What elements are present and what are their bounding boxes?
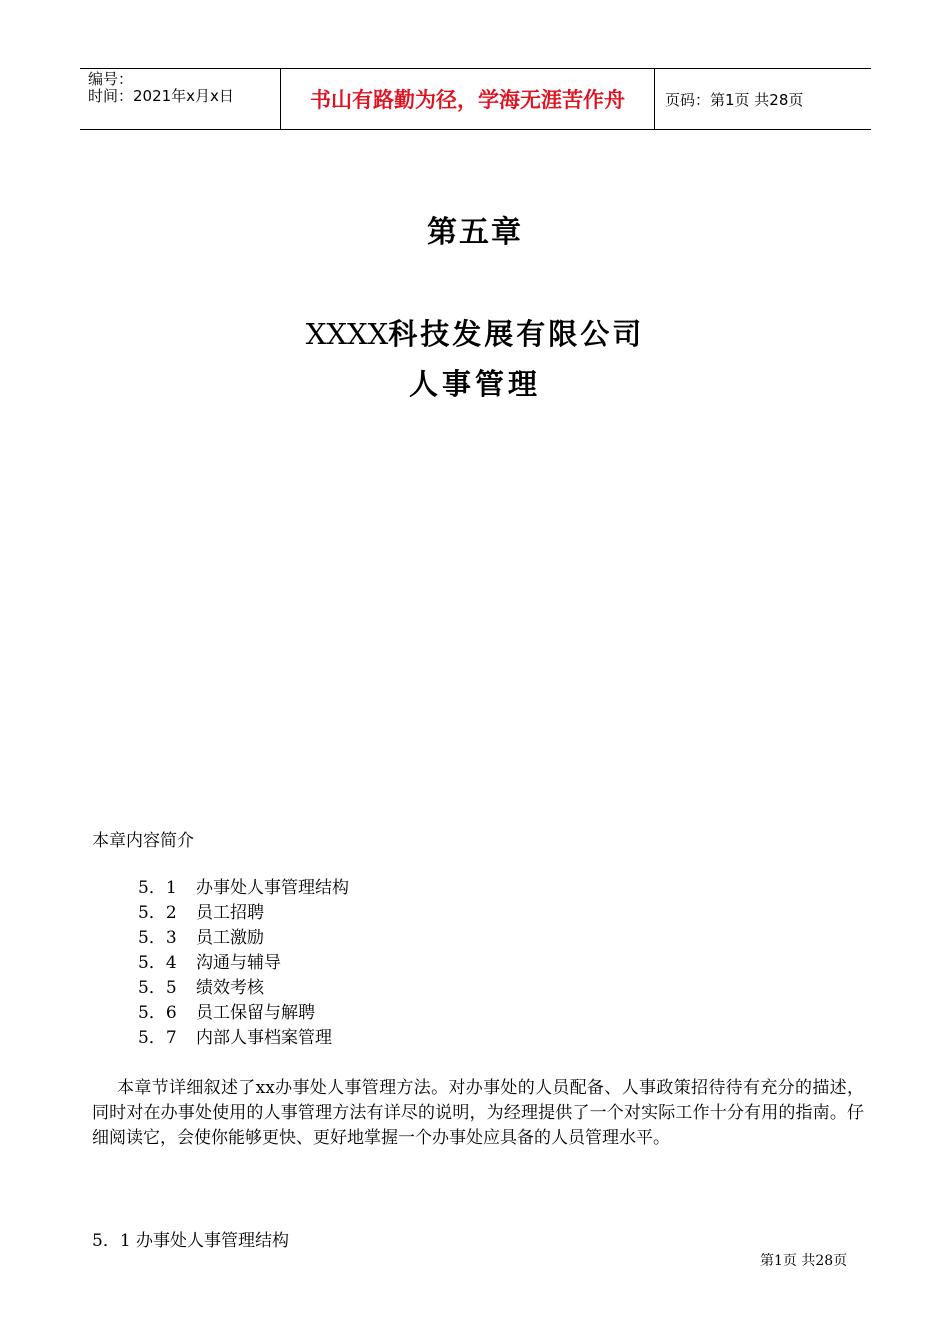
toc-label: 绩效考核 xyxy=(196,978,264,998)
toc-label: 员工激励 xyxy=(196,928,264,948)
page-footer: 第1页 共28页 xyxy=(760,1253,848,1269)
header-time: 时间：2021年x月x日 xyxy=(88,87,234,105)
chapter-title: 第五章 xyxy=(427,215,523,250)
toc-label: 员工招聘 xyxy=(196,903,264,923)
toc-label: 员工保留与解聘 xyxy=(196,1003,315,1023)
toc-number: 5．4 xyxy=(138,953,177,973)
toc-item xyxy=(138,876,349,901)
company-name xyxy=(0,312,950,353)
toc-number: 5．5 xyxy=(138,978,177,998)
toc-label: 办事处人事管理结构 xyxy=(196,878,349,898)
header-page-number: 页码：第1页 共28页 xyxy=(665,90,804,109)
subject-title: 人事管理 xyxy=(408,367,541,401)
toc-item xyxy=(138,901,349,926)
toc-item xyxy=(138,951,349,976)
toc-number: 5．3 xyxy=(138,928,177,948)
company-rest: 科技发展有限公司 xyxy=(388,317,645,351)
toc-item xyxy=(138,926,349,951)
intro-paragraph: 本章节详细叙述了xx办事处人事管理方法。对办事处的人员配备、人事政策招待待有充分的描述，同时对在办事处使用的人事管理方法有详尽的说明，为经理提供了一个对实际工作十分有用的指南。仔细阅读它，会使你能够更快、更好地掌握一个办事处应具备的人员管理水平。 xyxy=(92,1078,864,1148)
page-header xyxy=(80,68,871,130)
header-meta xyxy=(80,69,281,129)
toc-number: 5．6 xyxy=(138,1003,177,1023)
intro-heading: 本章内容简介 xyxy=(92,831,194,851)
toc-number: 5．7 xyxy=(138,1028,177,1048)
toc-item xyxy=(138,976,349,1001)
toc-number: 5．1 xyxy=(138,878,177,898)
company-prefix: XXXX xyxy=(305,317,389,351)
toc-item xyxy=(138,1001,349,1026)
toc-list xyxy=(138,876,349,1051)
header-motto: 书山有路勤为径，学海无涯苦作舟 xyxy=(281,69,655,129)
toc-label: 内部人事档案管理 xyxy=(196,1028,332,1048)
toc-item xyxy=(138,1026,349,1051)
toc-number: 5．2 xyxy=(138,903,177,923)
header-number: 编号： xyxy=(88,70,134,88)
section-heading: 5．1 办事处人事管理结构 xyxy=(92,1231,290,1251)
toc-label: 沟通与辅导 xyxy=(196,953,281,973)
